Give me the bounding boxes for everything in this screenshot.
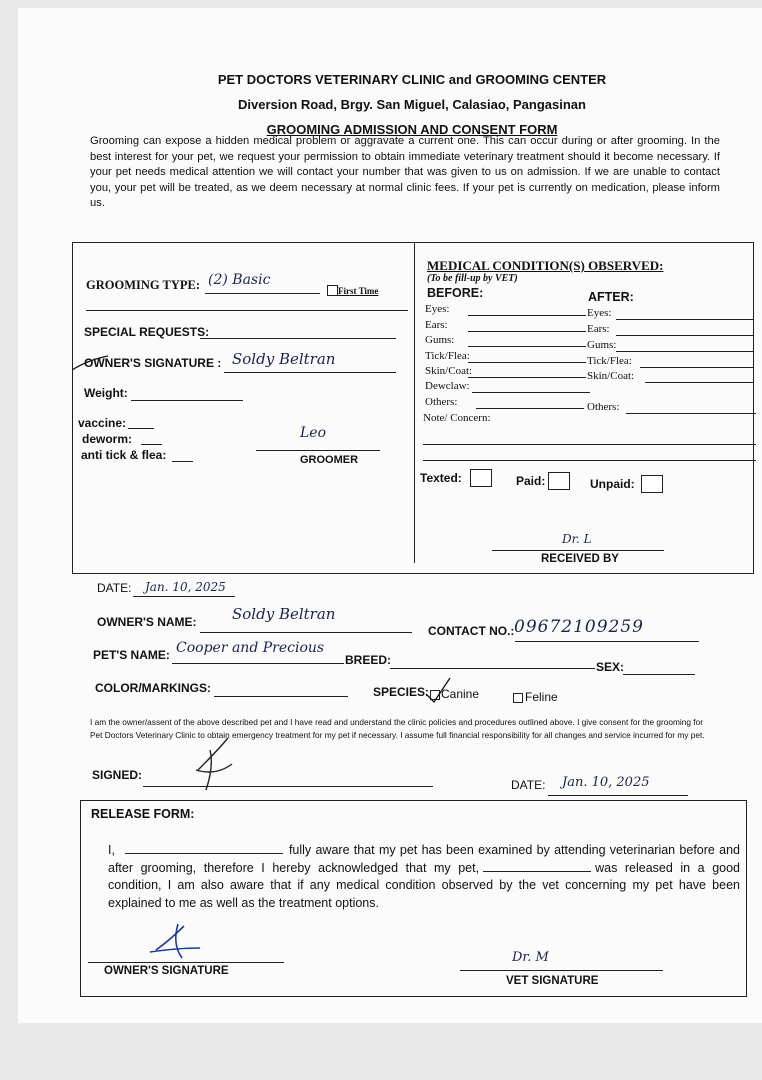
before-item: Ears: (425, 319, 448, 331)
paid-label: Paid: (516, 474, 546, 488)
feline-label: Feline (525, 690, 558, 704)
unpaid-checkbox[interactable] (641, 475, 663, 493)
vet-signature-label: VET SIGNATURE (506, 975, 599, 987)
groomer-label: GROOMER (300, 454, 359, 466)
after-item: Eyes: (587, 307, 612, 319)
sex-line (623, 674, 695, 675)
received-line (492, 550, 664, 551)
breed-line (390, 668, 595, 669)
release-text-2: was released in a good condition, I am also aware that if any medical condition observed by the vet concerning my pet have been explained to me as well as the treatment options. (108, 860, 741, 910)
medical-condition-title: MEDICAL CONDITION(S) OBSERVED: (427, 258, 664, 273)
before-item: Gums: (425, 334, 455, 346)
before-item: Eyes: (425, 303, 450, 315)
after-item-line[interactable] (626, 413, 756, 414)
contact-line (515, 641, 699, 642)
date2-line (548, 795, 688, 796)
before-item: Others: (425, 396, 458, 408)
paid-checkbox[interactable] (548, 472, 570, 490)
texted-checkbox[interactable] (470, 469, 492, 487)
canine-label: Canine (441, 687, 480, 701)
pen-stroke-icon (70, 350, 110, 372)
before-item-line[interactable] (476, 408, 584, 409)
panel-divider (414, 242, 415, 563)
owner-name-value[interactable]: Soldy Beltran (232, 605, 336, 623)
special-requests-line (200, 338, 396, 339)
before-item: Tick/Flea: (425, 350, 470, 362)
first-time-checkbox[interactable] (327, 285, 338, 296)
date-line (133, 596, 235, 597)
release-pet-blank[interactable] (483, 871, 591, 872)
color-markings-line (214, 696, 348, 697)
form-title: GROOMING ADMISSION AND CONSENT FORM (266, 122, 558, 137)
after-item: Others: (587, 401, 620, 413)
after-item: Skin/Coat: (587, 370, 635, 382)
owner-signature-line (224, 372, 396, 373)
antitick-line (172, 461, 193, 462)
grooming-type-label: GROOMING TYPE: (86, 278, 201, 292)
after-label: AFTER: (588, 290, 634, 304)
after-item-line[interactable] (616, 351, 754, 352)
before-item-line[interactable] (472, 392, 590, 393)
grooming-type-line (205, 293, 320, 294)
color-markings-label: COLOR/MARKINGS: (95, 681, 211, 695)
before-item: Dewclaw: (425, 380, 470, 392)
pet-name-value[interactable]: Cooper and Precious (176, 640, 325, 656)
date2-value[interactable]: Jan. 10, 2025 (562, 775, 650, 790)
received-signature-value[interactable]: Dr. L (562, 532, 592, 546)
release-owner-signature-label: OWNER'S SIGNATURE (104, 965, 229, 977)
owner-name-label: OWNER'S NAME: (97, 615, 197, 629)
pet-name-line (172, 663, 344, 664)
vet-signature-value[interactable]: Dr. M (512, 950, 549, 965)
release-text-1: fully aware that my pet has been examined by attending veterinarian before and after grooming, therefore I hereby acknowledged that my pet, (108, 843, 740, 875)
weight-line (131, 400, 243, 401)
first-time-label: First Time (338, 286, 379, 296)
contact-value[interactable]: 09672109259 (514, 617, 644, 637)
signed-line (143, 786, 433, 787)
note-line-2 (423, 460, 756, 461)
before-label: BEFORE: (427, 286, 484, 300)
owner-signature-value[interactable]: Soldy Beltran (232, 350, 336, 368)
vet-signature-line (460, 970, 663, 971)
groomer-line (256, 450, 380, 451)
owner-name-line (200, 632, 412, 633)
before-item-line[interactable] (468, 315, 586, 316)
date-label: DATE: (97, 581, 132, 595)
release-paragraph (108, 842, 740, 912)
before-item-line[interactable] (468, 377, 586, 378)
deworm-line (141, 444, 162, 445)
after-item: Ears: (587, 323, 610, 335)
before-item-line[interactable] (468, 362, 586, 363)
release-name-blank[interactable] (125, 853, 283, 854)
weight-label: Weight: (84, 386, 128, 400)
clinic-name: PET DOCTORS VETERINARY CLINIC and GROOMING CENTER (217, 72, 607, 87)
before-item: Skin/Coat: (425, 365, 473, 377)
antitick-label: anti tick & flea: (81, 448, 167, 462)
unpaid-label: Unpaid: (590, 477, 635, 491)
after-item-line[interactable] (645, 382, 754, 383)
vaccine-line (128, 428, 154, 429)
clinic-address: Diversion Road, Brgy. San Miguel, Calasiao, Pangasinan (238, 97, 586, 112)
signed-label: SIGNED: (92, 768, 143, 782)
feline-checkbox[interactable] (513, 693, 523, 703)
check-mark-icon (424, 676, 454, 706)
owner-signature-mark[interactable] (188, 730, 238, 794)
after-item-line[interactable] (616, 319, 754, 320)
pet-name-label: PET'S NAME: (93, 648, 170, 662)
after-item: Gums: (587, 339, 617, 351)
received-by-label: RECEIVED BY (541, 553, 619, 565)
date2-label: DATE: (511, 778, 546, 792)
release-title: RELEASE FORM: (91, 807, 195, 821)
date-value[interactable]: Jan. 10, 2025 (145, 580, 226, 594)
contact-label: CONTACT NO.: (428, 624, 515, 638)
grooming-type-value[interactable]: (2) Basic (208, 272, 271, 288)
owner-signature-label: OWNER'S SIGNATURE : (84, 356, 222, 370)
breed-label: BREED: (345, 653, 392, 667)
note-concern-label: Note/ Concern: (423, 412, 491, 424)
texted-label: Texted: (420, 471, 462, 485)
species-label: SPECIES: (373, 685, 430, 699)
special-requests-label: SPECIAL REQUESTS: (84, 325, 210, 339)
note-line-1 (423, 444, 756, 445)
intro-text: Grooming can expose a hidden medical problem or aggravate a current one. This can occur during or after grooming. In the best interest for your pet, we request your permission to obtain immediate veterinary treatment should it become necessary. If your pet needs medical attention we will contact your number that was given to us on admission. If we are unable to contact you, your pet will be treated, as we deem necessary at normal clinic fees. If your pet is currently on medication, please inform us. (90, 135, 720, 209)
consent-text: I am the owner/assent of the above described pet and I have read and understand the clinic policies and procedures outlined above. I give consent for the grooming for Pet Doctors Veterinary Clinic to obtain emergency treatment for my pet if necessary. I assume full financial responsibility for all changes and service incurred for my pet. (90, 717, 705, 740)
after-item-line[interactable] (616, 335, 754, 336)
release-owner-signature-mark[interactable] (148, 918, 204, 962)
before-item-line[interactable] (468, 331, 586, 332)
grooming-extra-line (86, 310, 408, 311)
groomer-signature-value[interactable]: Leo (300, 425, 327, 441)
after-item-line[interactable] (640, 367, 754, 368)
before-item-line[interactable] (468, 346, 586, 347)
medical-condition-subtitle: (To be fill-up by VET) (427, 273, 518, 284)
deworm-label: deworm: (82, 432, 133, 446)
release-i: I, (108, 843, 115, 857)
after-item: Tick/Flea: (587, 355, 632, 367)
sex-label: SEX: (596, 660, 625, 674)
release-owner-line (88, 962, 284, 963)
vaccine-label: vaccine: (78, 416, 127, 430)
